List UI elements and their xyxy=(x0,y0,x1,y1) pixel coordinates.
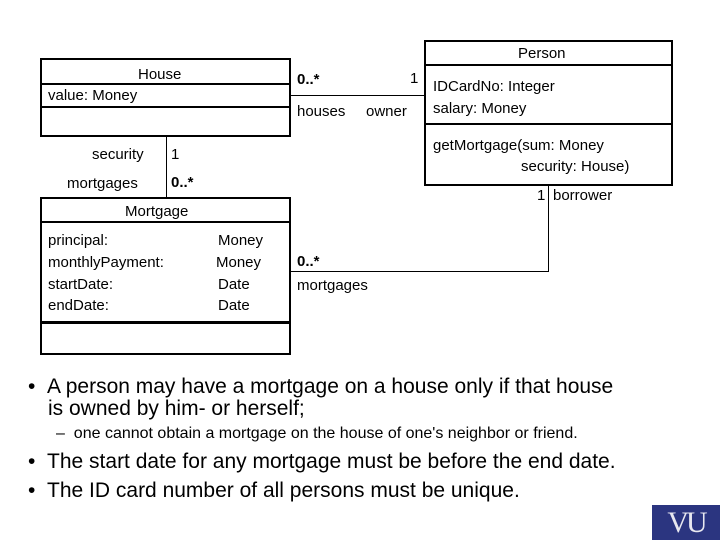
bullet-text: The ID card number of all persons must be unique. xyxy=(47,479,520,502)
attribute-name: startDate: xyxy=(48,276,114,293)
attribute: IDCardNo: Integer xyxy=(433,78,555,95)
multiplicity: 0..* xyxy=(171,174,194,191)
class-name: Mortgage xyxy=(125,203,189,220)
multiplicity: 1 xyxy=(171,146,180,163)
role-label: owner xyxy=(366,103,407,120)
role-label: mortgages xyxy=(297,277,368,294)
class-mortgage xyxy=(40,197,291,355)
sub-bullet-text: one cannot obtain a mortgage on the house of one's neighbor or friend. xyxy=(73,425,578,442)
bullet-text-cont: is owned by him- or herself; xyxy=(48,397,305,420)
attribute-name: monthlyPayment: xyxy=(48,254,164,271)
attribute: salary: Money xyxy=(433,100,527,117)
bullet-item: • The ID card number of all persons must be unique. xyxy=(28,479,520,502)
attribute: value: Money xyxy=(48,87,138,104)
operation: getMortgage(sum: Money xyxy=(433,137,604,154)
role-label: security xyxy=(92,146,144,163)
sub-bullet-item: – one cannot obtain a mortgage on the house of one's neighbor or friend. xyxy=(56,425,578,442)
multiplicity: 0..* xyxy=(297,253,320,270)
multiplicity: 0..* xyxy=(297,71,320,88)
role-label: mortgages xyxy=(67,175,138,192)
bullet-item: • The start date for any mortgage must be before the end date. xyxy=(28,450,616,473)
attribute-name: principal: xyxy=(48,232,109,249)
class-name: Person xyxy=(518,45,566,62)
role-label: borrower xyxy=(553,187,613,204)
assoc-line-person-mortgage-h xyxy=(291,271,549,272)
assoc-line-house-person xyxy=(291,95,425,96)
role-label: houses xyxy=(297,103,346,120)
operation-param: security: House) xyxy=(521,158,630,175)
attribute-name: endDate: xyxy=(48,297,109,314)
class-house xyxy=(40,58,291,137)
class-name: House xyxy=(138,66,182,83)
assoc-line-house-mortgage xyxy=(166,137,167,198)
attribute-type: Date xyxy=(218,297,250,314)
bullet-text: A person may have a mortgage on a house only if that house xyxy=(47,375,614,398)
bullet-item: • A person may have a mortgage on a house only if that house xyxy=(28,375,614,398)
multiplicity: 1 xyxy=(537,187,546,204)
attribute-type: Date xyxy=(218,276,250,293)
attribute-type: Money xyxy=(218,232,264,249)
attribute-type: Money xyxy=(216,254,262,271)
bullet-text: The start date for any mortgage must be before the end date. xyxy=(47,450,616,473)
vu-logo: VU xyxy=(652,505,720,540)
multiplicity: 1 xyxy=(410,70,419,87)
class-person xyxy=(424,40,673,186)
assoc-line-person-mortgage-v xyxy=(548,186,549,271)
